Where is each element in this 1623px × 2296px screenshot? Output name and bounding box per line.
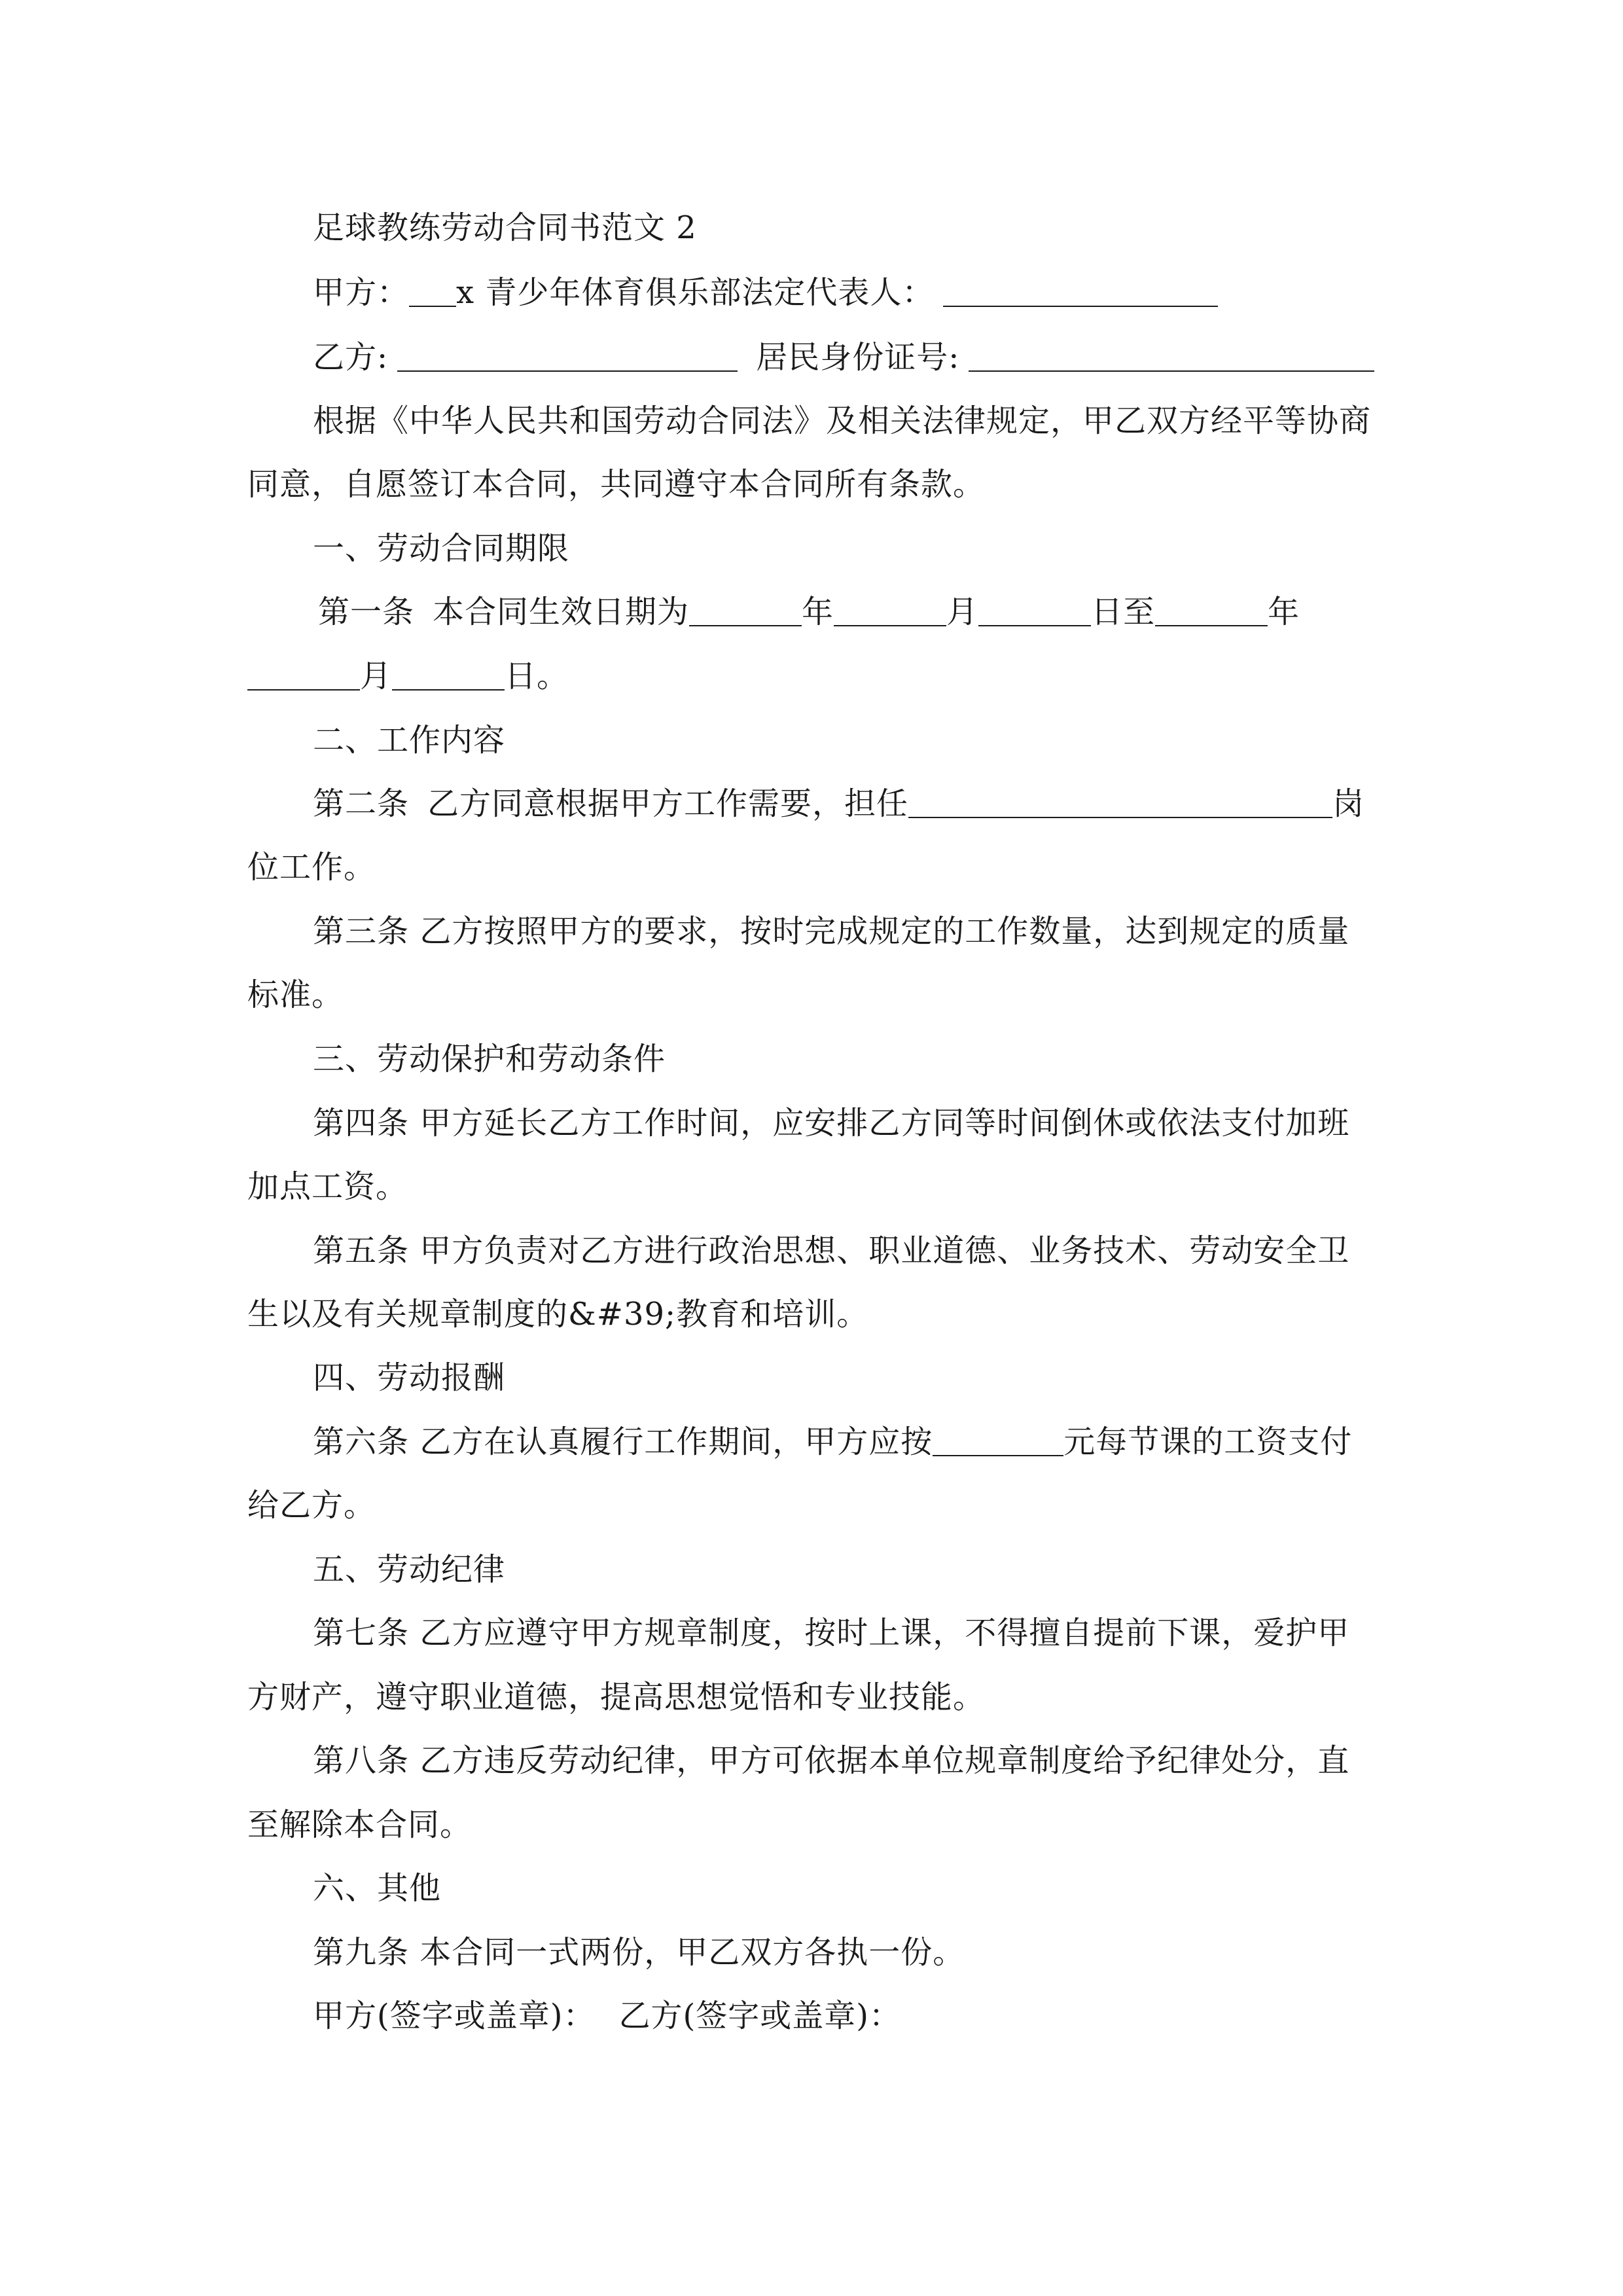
party-a-signature-label: 甲方(签字或盖章)： [313, 1998, 596, 2034]
article-5-line-1: 第五条 甲方负责对乙方进行政治思想、职业道德、业务技术、劳动安全卫 [313, 1232, 1350, 1269]
article-2-line-2: 位工作。 [247, 849, 376, 886]
article-1-text: 本合同生效日期为 [433, 594, 690, 630]
article-4-line-2: 加点工资。 [247, 1168, 408, 1205]
article-2-suffix: 岗 [1332, 785, 1365, 822]
article-2-line-1 [313, 783, 1364, 825]
article-8-line-1: 第八条 乙方违反劳动纪律，甲方可依据本单位规章制度给予纪律处分，直 [313, 1742, 1350, 1779]
article-8-line-2: 至解除本合同。 [247, 1806, 473, 1843]
party-a-label: 甲方： [313, 274, 410, 311]
article-7-line-1: 第七条 乙方应遵守甲方规章制度，按时上课，不得擅自提前下课，爱护甲 [313, 1615, 1350, 1651]
party-a-line [313, 272, 1218, 314]
section-4-heading: 四、劳动报酬 [313, 1359, 506, 1396]
party-b-label: 乙方: [313, 339, 389, 376]
article-1-line-1 [318, 591, 1300, 633]
party-b-id-blank [969, 339, 1374, 372]
wage-blank [933, 1424, 1063, 1456]
article-6-line-1 [313, 1421, 1352, 1463]
intro-line-1: 根据《中华人民共和国劳动合同法》及相关法律规定，甲乙双方经平等协商 [313, 403, 1372, 439]
end-day-blank [392, 658, 505, 691]
party-b-name-blank [397, 339, 738, 372]
article-4-line-1: 第四条 甲方延长乙方工作时间，应安排乙方同等时间倒休或依法支付加班 [313, 1105, 1350, 1141]
end-year-blank [1155, 594, 1268, 626]
section-3-heading: 三、劳动保护和劳动条件 [313, 1041, 666, 1077]
party-a-name: x 青少年体育俱乐部法定代表人： [456, 274, 935, 311]
start-day-label: 日至 [1091, 594, 1156, 630]
start-day-blank [978, 594, 1091, 626]
article-5-line-2: 生以及有关规章制度的&#39;教育和培训。 [247, 1296, 869, 1333]
start-month-label: 月 [946, 594, 979, 630]
party-b-line [313, 336, 1374, 378]
party-b-signature-label: 乙方(签字或盖章)： [618, 1998, 901, 2034]
party-b-id-label: 居民身份证号: [756, 339, 960, 376]
article-9: 第九条 本合同一式两份，甲乙双方各执一份。 [313, 1934, 965, 1971]
end-day-label: 日。 [505, 658, 569, 694]
article-6-line-2: 给乙方。 [247, 1487, 376, 1524]
start-year-blank [689, 594, 802, 626]
start-month-blank [834, 594, 946, 626]
end-month-blank [247, 658, 360, 691]
section-1-heading: 一、劳动合同期限 [313, 530, 570, 567]
signature-line [313, 1995, 901, 2037]
end-year-label: 年 [1268, 594, 1300, 630]
party-a-representative-blank [943, 274, 1218, 307]
party-a-blank [409, 274, 456, 307]
article-2-text: 乙方同意根据甲方工作需要，担任 [427, 785, 909, 822]
article-7-line-2: 方财产，遵守职业道德，提高思想觉悟和专业技能。 [247, 1679, 986, 1715]
section-6-heading: 六、其他 [313, 1870, 442, 1907]
position-blank [908, 785, 1332, 818]
article-1-line-2 [247, 655, 569, 697]
article-3-line-2: 标准。 [247, 977, 344, 1013]
article-6-suffix: 元每节课的工资支付 [1063, 1424, 1353, 1460]
article-1-number: 第一条 [318, 594, 415, 630]
end-month-label: 月 [360, 658, 393, 694]
section-5-heading: 五、劳动纪律 [313, 1551, 506, 1588]
document-title: 足球教练劳动合同书范文 2 [313, 209, 697, 246]
start-year-label: 年 [802, 594, 834, 630]
article-3-line-1: 第三条 乙方按照甲方的要求，按时完成规定的工作数量，达到规定的质量 [313, 913, 1350, 950]
intro-line-2: 同意，自愿签订本合同，共同遵守本合同所有条款。 [247, 466, 986, 503]
article-6-text: 第六条 乙方在认真履行工作期间，甲方应按 [313, 1424, 933, 1460]
article-2-number: 第二条 [313, 785, 410, 822]
section-2-heading: 二、工作内容 [313, 722, 506, 759]
